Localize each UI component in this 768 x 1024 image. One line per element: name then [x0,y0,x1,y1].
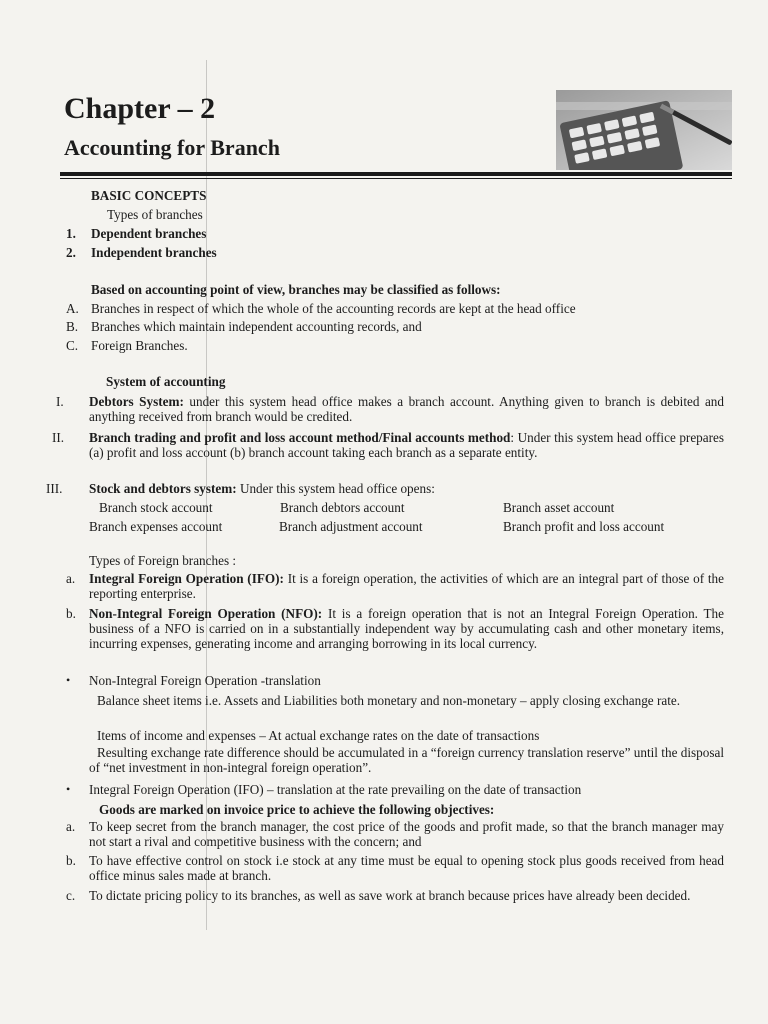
ifo-text: It is a foreign operation, the activities of which are an integral part of those of the reporting enterprise. [89,571,724,601]
basic-concepts-heading: BASIC CONCEPTS [91,188,207,203]
list-marker: C. [66,338,79,353]
list-marker: b. [66,606,76,621]
nifo-balance-sheet-line: Balance sheet items i.e. Assets and Liabilities both monetary and non-monetary – apply closing exchange rate. [97,693,681,708]
nfo-text: It is a foreign operation that is not an Integral Foreign Operation. The business of a NFO is carried on in a substantially independent way by accumulating cash and other monetary items, incurring expenses, generating income and arranging borrowing in its local currency. [89,606,725,651]
nfo-term: Non-Integral Foreign Operation (NFO): [89,606,323,621]
stock-debtors-system-term: Stock and debtors system: [89,481,237,496]
nifo-translation-heading: Non-Integral Foreign Operation -translation [89,673,321,688]
objective-pricing-policy: To dictate pricing policy to its branches, as well as save work at branch because prices have already been decided. [89,888,691,903]
foreign-branches-heading: Types of Foreign branches : [89,553,237,568]
classification-item-a: Branches in respect of which the whole of the accounting records are kept at the head office [91,301,576,316]
account-branch-asset: Branch asset account [503,500,615,515]
list-marker: b. [66,853,76,868]
account-branch-adjustment: Branch adjustment account [279,519,423,534]
account-branch-debtors: Branch debtors account [280,500,405,515]
nifo-reserve-line: Resulting exchange rate difference should be accumulated in a “foreign currency translation reserve” until the disposal of “net investment in non-integral foreign operation”. [89,745,724,775]
bullet-marker: • [66,782,71,796]
account-branch-profit-loss: Branch profit and loss account [503,519,665,534]
ifo-definition [89,571,724,601]
heading-rule-thick [60,172,732,176]
dependent-branches: Dependent branches [91,226,207,241]
system-heading: System of accounting [106,374,226,389]
ifo-translation: Integral Foreign Operation (IFO) – translation at the rate prevailing on the date of transaction [89,782,582,797]
list-marker: 1. [66,226,76,241]
account-branch-expenses: Branch expenses account [89,519,223,534]
final-accounts-method-text: : Under this system head office prepares (a) profit and loss account (b) branch account taking each branch as a separate entity. [89,430,724,460]
debtors-system [89,394,724,424]
list-marker: c. [66,888,76,903]
list-marker: II. [52,430,65,445]
classification-heading: Based on accounting point of view, branches may be classified as follows: [91,282,501,297]
nifo-income-line: Items of income and expenses – At actual exchange rates on the date of transactions [97,728,540,743]
calculator-photo [556,90,732,170]
list-marker: III. [46,481,63,496]
ifo-term: Integral Foreign Operation (IFO): [89,571,284,586]
independent-branches: Independent branches [91,245,217,260]
list-marker: a. [66,571,76,586]
account-branch-stock: Branch stock account [99,500,213,515]
invoice-price-heading: Goods are marked on invoice price to achieve the following objectives: [99,802,495,817]
chapter-subtitle: Accounting for Branch [64,135,280,160]
list-marker: I. [56,394,64,409]
objective-stock-control: To have effective control on stock i.e stock at any time must be equal to opening stock plus goods received from head office minus sales made at branch. [89,853,724,883]
heading-rule-thin [60,178,732,179]
debtors-system-text: under this system head office makes a branch account. Anything given to branch is debited and anything received from branch would be credited. [89,394,724,424]
final-accounts-method [89,430,724,460]
nfo-definition [89,606,724,651]
list-marker: B. [66,319,79,334]
types-of-branches-label: Types of branches [107,207,203,222]
classification-item-b: Branches which maintain independent accounting records, and [91,319,422,334]
stock-debtors-system [89,481,435,496]
list-marker: a. [66,819,76,834]
debtors-system-term: Debtors System: [89,394,184,409]
objective-secrecy: To keep secret from the branch manager, the cost price of the goods and profit made, so that the branch manager may not start a rival and competitive business with the concern; and [89,819,724,849]
chapter-title: Chapter – 2 [64,92,216,125]
list-marker: A. [66,301,79,316]
classification-item-c: Foreign Branches. [91,338,188,353]
list-marker: 2. [66,245,76,260]
final-accounts-method-term: Branch trading and profit and loss account method/Final accounts method [89,430,511,445]
bullet-marker: • [66,673,71,687]
stock-debtors-system-text: Under this system head office opens: [236,481,435,496]
